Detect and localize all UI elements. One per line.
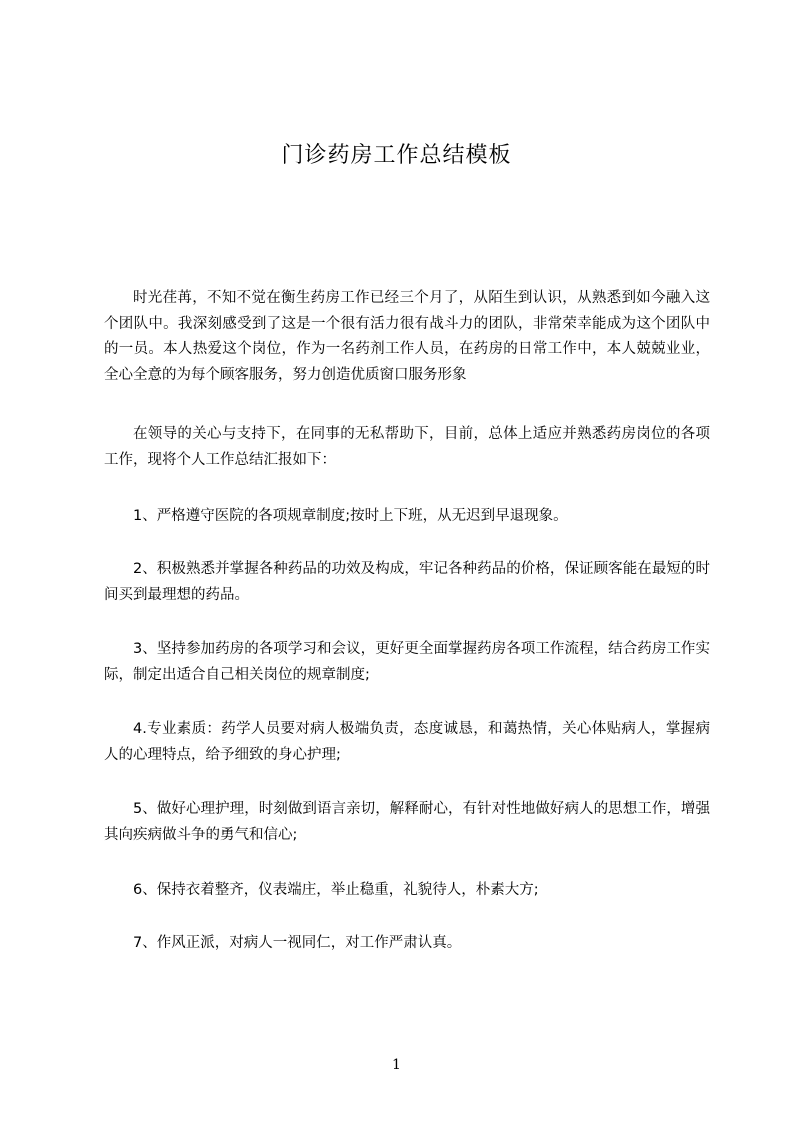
paragraph-item-4: 4.专业素质：药学人员要对病人极端负责，态度诚恳，和蔼热情，关心体贴病人，掌握病人的心理特点，给予细致的身心护理;	[104, 721, 710, 763]
paragraph-item-7: 7、作风正派，对病人一视同仁，对工作严肃认真。	[133, 935, 462, 951]
document-title: 门诊药房工作总结模板	[281, 143, 512, 168]
paragraph-item-5: 5、做好心理护理，时刻做到语言亲切，解释耐心，有针对性地做好病人的思想工作，增强其向疾病做斗争的勇气和信心;	[104, 801, 710, 843]
paragraph-item-1: 1、严格遵守医院的各项规章制度;按时上下班，从无迟到早退现象。	[133, 508, 568, 524]
paragraph-summary-lead: 在领导的关心与支持下，在同事的无私帮助下，目前，总体上适应并熟悉药房岗位的各项工作，现将个人工作总结汇报如下：	[104, 426, 710, 468]
page-number: 1	[392, 1057, 401, 1073]
paragraph-intro: 时光荏苒，不知不觉在衡生药房工作已经三个月了，从陌生到认识，从熟悉到如今融入这个团队中。我深刻感受到了这是一个很有活力很有战斗力的团队，非常荣幸能成为这个团队中的一员。本人热爱这个岗位，作为一名药剂工作人员，在药房的日常工作中，本人兢兢业业，全心全意的为每个顾客服务，努力创造优质窗口服务形象	[104, 290, 710, 383]
paragraph-item-2: 2、积极熟悉并掌握各种药品的功效及构成，牢记各种药品的价格，保证顾客能在最短的时间买到最理想的药品。	[104, 561, 710, 603]
paragraph-item-6: 6、保持衣着整齐，仪表端庄，举止稳重，礼貌待人，朴素大方;	[133, 882, 539, 898]
paragraph-item-3: 3、坚持参加药房的各项学习和会议，更好更全面掌握药房各项工作流程，结合药房工作实际，制定出适合自己相关岗位的规章制度;	[104, 641, 710, 683]
